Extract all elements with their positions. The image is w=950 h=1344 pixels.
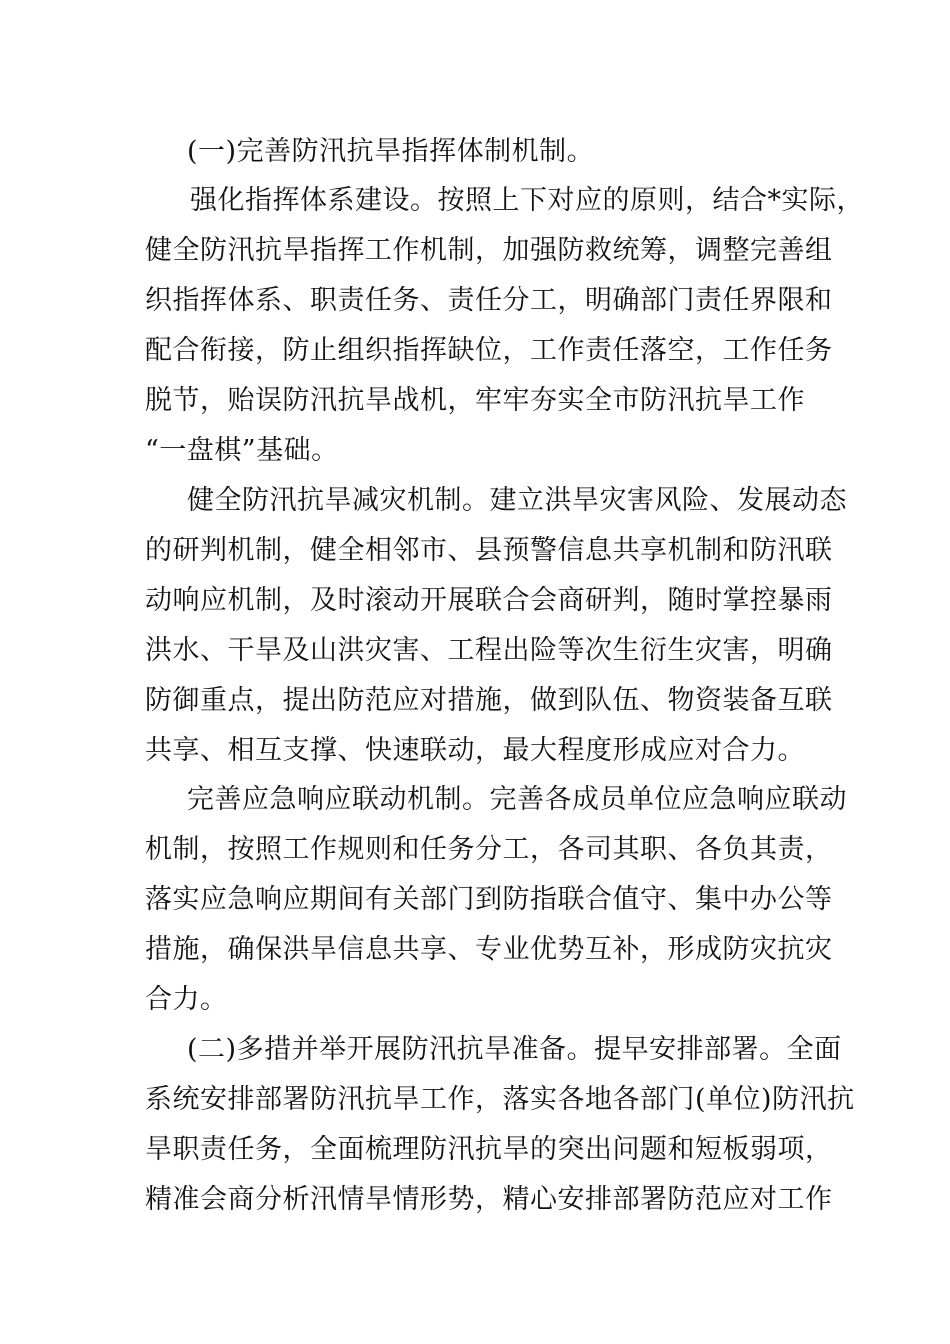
paragraph-line: 系统安排部署防汛抗旱工作，落实各地各部门(单位)防汛抗 [145,1084,855,1115]
paragraph-line: 共享、相互支撑、快速联动，最大程度形成应对合力。 [145,735,805,766]
section-heading-2: (二)多措并举开展防汛抗旱准备。提早安排部署。全面 [187,1034,842,1065]
paragraph-line: 防御重点，提出防范应对措施，做到队伍、物资装备互联 [145,685,833,716]
paragraph-line: “一盘棋”基础。 [145,435,339,466]
paragraph-line: 脱节，贻误防汛抗旱战机，牢牢夯实全市防汛抗旱工作 [145,385,805,416]
paragraph-line: 健全防汛抗旱减灾机制。建立洪旱灾害风险、发展动态 [187,485,847,516]
paragraph-line: 健全防汛抗旱指挥工作机制，加强防救统筹，调整完善组 [145,235,833,266]
paragraph-line: 的研判机制，健全相邻市、县预警信息共享机制和防汛联 [145,535,833,566]
section-heading-1: (一)完善防汛抗旱指挥体制机制。 [187,136,595,167]
paragraph-line: 织指挥体系、职责任务、责任分工，明确部门责任界限和 [145,285,833,316]
paragraph-line: 精准会商分析汛情旱情形势，精心安排部署防范应对工作 [145,1184,833,1215]
paragraph-line: 完善应急响应联动机制。完善各成员单位应急响应联动 [187,784,847,815]
paragraph-line: 配合衔接，防止组织指挥缺位，工作责任落空，工作任务 [145,335,833,366]
paragraph-line: 洪水、干旱及山洪灾害、工程出险等次生衍生灾害，明确 [145,635,833,666]
paragraph-line: 措施，确保洪旱信息共享、专业优势互补，形成防灾抗灾 [145,934,833,965]
paragraph-line: 旱职责任务，全面梳理防汛抗旱的突出问题和短板弱项， [145,1134,833,1165]
paragraph-line: 合力。 [145,984,228,1015]
paragraph-line: 强化指挥体系建设。按照上下对应的原则，结合*实际， [190,185,864,216]
paragraph-line: 落实应急响应期间有关部门到防指联合值守、集中办公等 [145,884,833,915]
paragraph-line: 机制，按照工作规则和任务分工，各司其职、各负其责， [145,834,833,865]
paragraph-line: 动响应机制，及时滚动开展联合会商研判，随时掌控暴雨 [145,585,833,616]
